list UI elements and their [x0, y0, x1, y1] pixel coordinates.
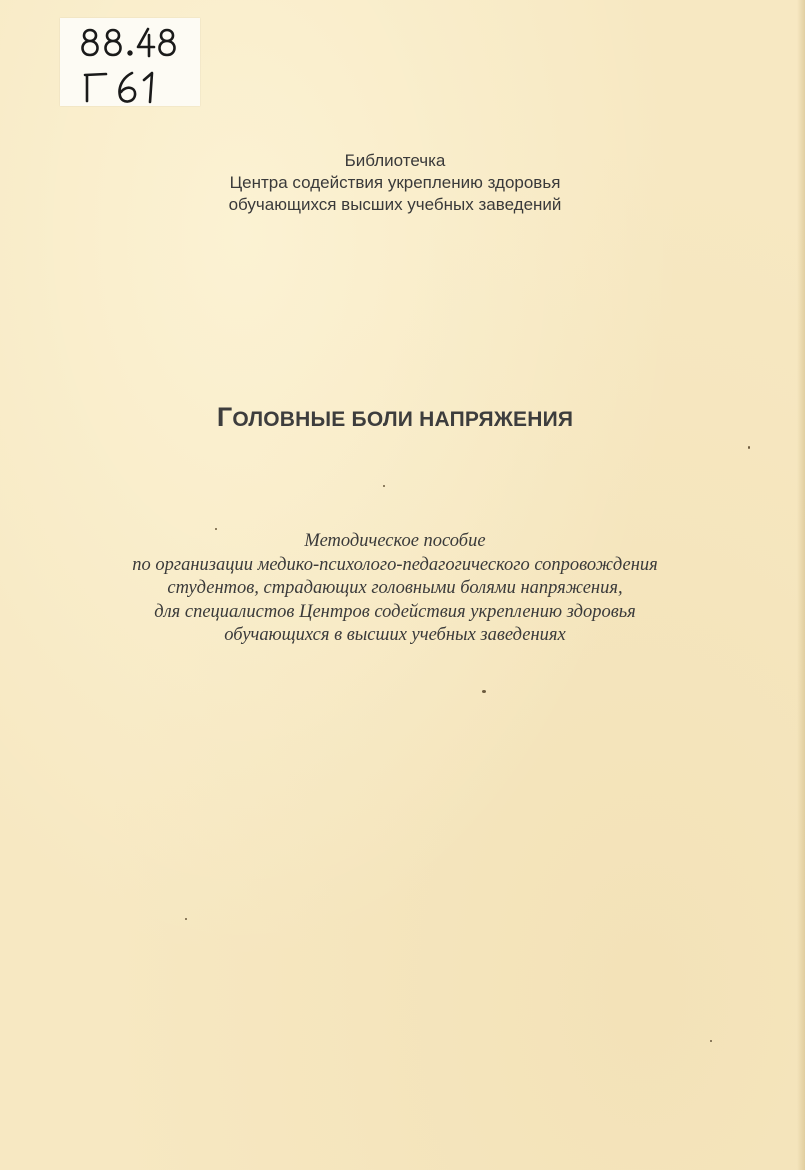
library-series-heading — [100, 150, 690, 216]
subtitle-line-4: для специалистов Центров содействия укреплению здоровья — [154, 601, 636, 622]
paper-speck — [185, 918, 187, 920]
library-line-3: обучающихся высших учебных заведений — [228, 195, 562, 214]
subtitle-line-1: Методическое пособие — [304, 531, 486, 551]
document-title — [80, 402, 710, 433]
subtitle-line-5: обучающихся в высших учебных заведениях — [224, 625, 566, 645]
call-number-sticker — [60, 18, 200, 106]
paper-speck — [383, 485, 385, 487]
handwritten-call-number — [60, 18, 200, 106]
page-edge-shadow — [797, 0, 805, 1170]
subtitle-line-3: студентов, страдающих головными болями напряжения, — [167, 578, 623, 598]
paper-speck — [482, 690, 486, 693]
title-first-letter: Г — [216, 402, 233, 432]
subtitle-line-2: по организации медико-психолого-педагогического сопровождения — [132, 554, 658, 575]
library-line-2: Центра содействия укреплению здоровья — [229, 173, 561, 192]
title-rest: ОЛОВНЫЕ БОЛИ НАПРЯЖЕНИЯ — [232, 408, 574, 431]
paper-speck — [710, 1040, 712, 1042]
library-line-1: Библиотечка — [344, 151, 446, 170]
paper-speck — [215, 528, 217, 530]
paper-speck — [748, 446, 750, 449]
document-subtitle — [60, 530, 730, 648]
